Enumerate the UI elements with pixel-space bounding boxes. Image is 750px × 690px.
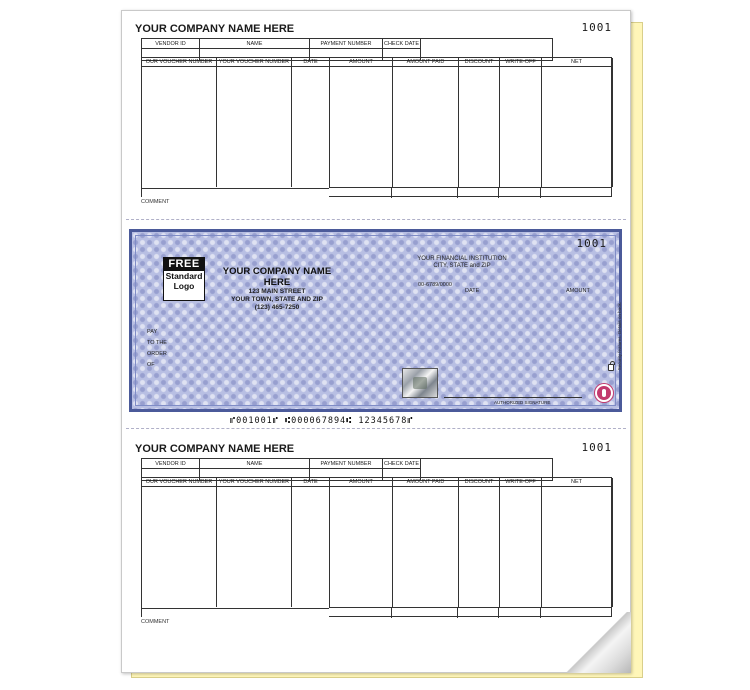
column-header: DATE bbox=[292, 58, 329, 67]
check bbox=[129, 229, 622, 412]
check-number: 1001 bbox=[576, 237, 607, 250]
table-column bbox=[542, 478, 613, 607]
table-blank-area bbox=[142, 608, 329, 618]
date-label: DATE bbox=[465, 288, 480, 294]
table-column bbox=[217, 58, 292, 187]
table-column bbox=[330, 58, 393, 187]
column-header: AMOUNT bbox=[330, 478, 392, 487]
perforation-line bbox=[126, 219, 626, 220]
column-header: AMOUNT bbox=[330, 58, 392, 67]
table-column bbox=[500, 58, 542, 187]
amount-label: AMOUNT bbox=[566, 288, 590, 294]
bank-name: YOUR FINANCIAL INSTITUTION bbox=[417, 256, 507, 262]
pay-label: PAY bbox=[147, 329, 158, 335]
column-header: DISCOUNT bbox=[459, 58, 499, 67]
check-date-label: CHECK DATE bbox=[383, 461, 420, 467]
name-label: NAME bbox=[200, 39, 310, 49]
column-header: AMOUNT PAID bbox=[393, 478, 458, 487]
totals-cell bbox=[392, 608, 458, 618]
vendor-id-label: VENDOR ID bbox=[142, 459, 200, 469]
perforation-line bbox=[126, 428, 626, 429]
hologram-icon bbox=[402, 368, 438, 398]
bank-location: CITY, STATE and ZIP bbox=[433, 263, 491, 269]
column-header: WRITE-OFF bbox=[500, 478, 541, 487]
column-header: DISCOUNT bbox=[459, 478, 499, 487]
table-column bbox=[500, 478, 542, 607]
name-label: NAME bbox=[200, 459, 310, 469]
column-header: DATE bbox=[292, 478, 329, 487]
logo-placeholder bbox=[163, 257, 205, 301]
order-label: ORDER bbox=[147, 351, 167, 357]
payer-address2: YOUR TOWN, STATE AND ZIP bbox=[231, 296, 323, 303]
totals-cell bbox=[458, 188, 499, 198]
comment-label: COMMENT bbox=[141, 619, 170, 625]
table-column bbox=[330, 478, 393, 607]
voucher-stub-top bbox=[122, 11, 632, 206]
table-column bbox=[292, 478, 330, 607]
voucher-table bbox=[141, 57, 612, 197]
totals-cell bbox=[329, 608, 392, 618]
table-column bbox=[292, 58, 330, 187]
stub-company-name: YOUR COMPANY NAME HERE bbox=[135, 443, 295, 455]
column-header: YOUR VOUCHER NUMBER bbox=[218, 59, 290, 65]
voucher-stub-bottom bbox=[122, 431, 632, 626]
payer-address1: 123 MAIN STREET bbox=[248, 288, 306, 295]
column-header: NET bbox=[542, 58, 611, 67]
table-column bbox=[142, 58, 217, 187]
column-header: OUR VOUCHER NUMBER bbox=[142, 478, 216, 487]
payer-block bbox=[212, 266, 342, 312]
logo-line1: Standard bbox=[165, 271, 203, 281]
bank-block bbox=[402, 256, 522, 270]
of-label: OF bbox=[147, 362, 155, 368]
payer-phone: (123) 465-7250 bbox=[254, 304, 300, 311]
fractional-routing: 00-6789/0000 bbox=[418, 282, 452, 288]
stub-check-number: 1001 bbox=[581, 21, 612, 34]
column-header: YOUR VOUCHER NUMBER bbox=[218, 479, 290, 485]
table-column bbox=[142, 478, 217, 607]
security-seal-icon bbox=[595, 384, 613, 402]
table-column bbox=[459, 58, 500, 187]
check-date-label: CHECK DATE bbox=[383, 41, 420, 47]
check-inner-border bbox=[135, 235, 616, 406]
table-column bbox=[542, 58, 613, 187]
totals-row bbox=[329, 187, 612, 197]
totals-cell bbox=[499, 608, 541, 618]
check-form-sheet bbox=[121, 10, 631, 673]
table-blank-area bbox=[142, 188, 329, 198]
payment-number-label: PAYMENT NUMBER bbox=[310, 39, 383, 49]
table-column bbox=[393, 478, 459, 607]
micr-line: ⑈001001⑈ ⑆000067894⑆ 12345678⑈ bbox=[230, 416, 414, 426]
column-header: OUR VOUCHER NUMBER bbox=[142, 58, 216, 67]
signature-label: AUTHORIZED SIGNATURE bbox=[494, 400, 551, 405]
totals-cell bbox=[392, 188, 458, 198]
comment-label: COMMENT bbox=[141, 199, 170, 205]
logo-free-text: FREE bbox=[164, 258, 204, 271]
totals-cell bbox=[329, 188, 392, 198]
payer-company-name: YOUR COMPANY NAME HERE bbox=[222, 266, 332, 288]
totals-cell bbox=[458, 608, 499, 618]
vendor-id-label: VENDOR ID bbox=[142, 39, 200, 49]
column-header: NET bbox=[542, 478, 611, 487]
security-features-text: Security features. Details on back. bbox=[617, 302, 622, 371]
signature-line bbox=[444, 397, 582, 398]
table-column bbox=[217, 478, 292, 607]
column-header: WRITE-OFF bbox=[500, 58, 541, 67]
table-column bbox=[393, 58, 459, 187]
stub-check-number: 1001 bbox=[581, 441, 612, 454]
stub-company-name: YOUR COMPANY NAME HERE bbox=[135, 23, 295, 35]
column-header: AMOUNT PAID bbox=[393, 58, 458, 67]
logo-line2: Logo bbox=[173, 281, 195, 291]
table-column bbox=[459, 478, 500, 607]
to-the-label: TO THE bbox=[147, 340, 167, 346]
voucher-table bbox=[141, 477, 612, 617]
payment-number-label: PAYMENT NUMBER bbox=[310, 459, 383, 469]
padlock-icon bbox=[608, 364, 614, 371]
totals-cell bbox=[499, 188, 541, 198]
totals-row bbox=[329, 607, 612, 617]
